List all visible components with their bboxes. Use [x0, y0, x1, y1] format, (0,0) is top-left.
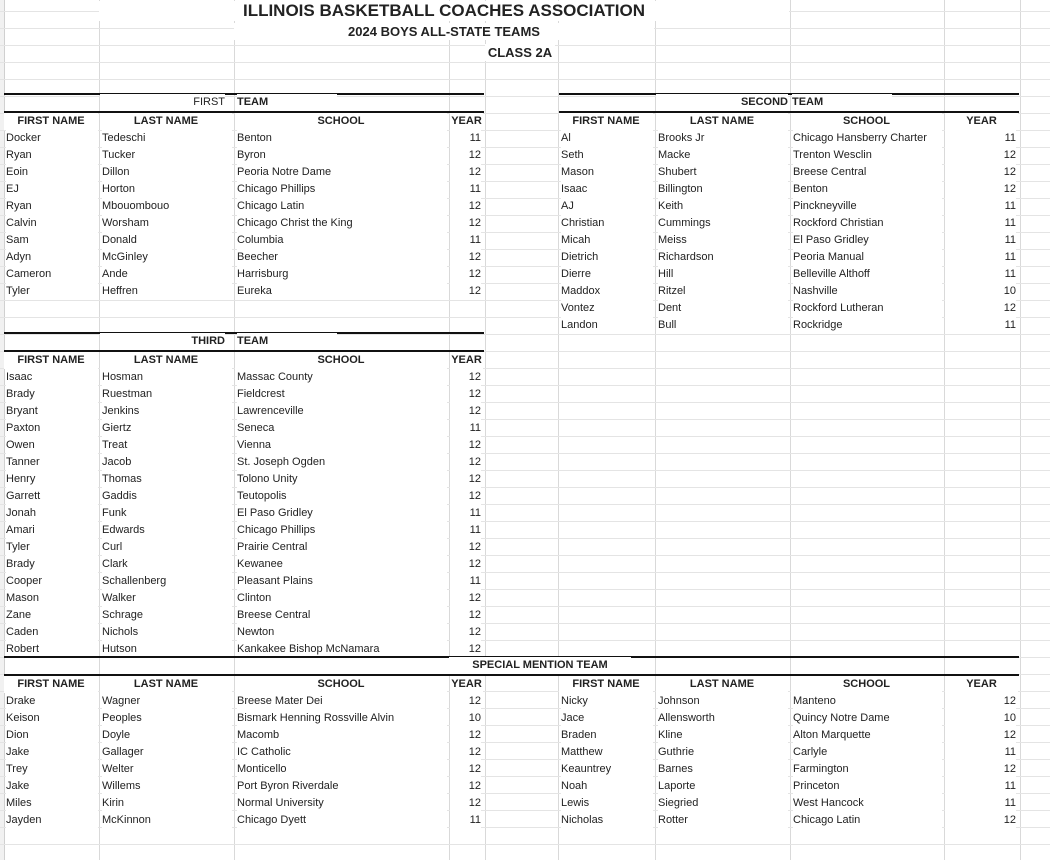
cell-first-name[interactable]: Brady	[6, 386, 98, 403]
cell-year[interactable]: 12	[450, 590, 481, 607]
column-header-last-name: LAST NAME	[100, 676, 232, 693]
cell-first-name[interactable]: Drake	[6, 693, 98, 710]
cell-first-name[interactable]: Garrett	[6, 488, 98, 505]
cell-first-name[interactable]: Lewis	[561, 795, 653, 812]
cell-school[interactable]: Fieldcrest	[237, 386, 447, 403]
cell-year[interactable]: 12	[450, 471, 481, 488]
cell-school[interactable]: Breese Central	[793, 164, 942, 181]
cell-first-name[interactable]: Bryant	[6, 403, 98, 420]
second-team-label-team: TEAM	[792, 94, 892, 111]
cell-school[interactable]: Port Byron Riverdale	[237, 778, 447, 795]
cell-last-name[interactable]: Kline	[658, 727, 788, 744]
cell-year[interactable]: 12	[450, 198, 481, 215]
cell-first-name[interactable]: Jake	[6, 778, 98, 795]
cell-first-name[interactable]: Mason	[6, 590, 98, 607]
cell-year[interactable]: 11	[450, 420, 481, 437]
column-header-year: YEAR	[450, 113, 483, 130]
cell-last-name[interactable]: Hill	[658, 266, 788, 283]
cell-school[interactable]: Normal University	[237, 795, 447, 812]
cell-first-name[interactable]: Calvin	[6, 215, 98, 232]
cell-last-name[interactable]: Billington	[658, 181, 788, 198]
cell-year[interactable]: 11	[945, 249, 1016, 266]
cell-last-name[interactable]: Johnson	[658, 693, 788, 710]
cell-year[interactable]: 12	[450, 454, 481, 471]
cell-last-name[interactable]: Giertz	[102, 420, 232, 437]
cell-last-name[interactable]: Welter	[102, 761, 232, 778]
cell-last-name[interactable]: Heffren	[102, 283, 232, 300]
cell-first-name[interactable]: Trey	[6, 761, 98, 778]
column-header-school: SCHOOL	[791, 676, 942, 693]
cell-last-name[interactable]: Curl	[102, 539, 232, 556]
cell-year[interactable]: 11	[450, 181, 481, 198]
cell-school[interactable]: Rockford Christian	[793, 215, 942, 232]
cell-first-name[interactable]: Isaac	[6, 369, 98, 386]
cell-first-name[interactable]: Vontez	[561, 300, 653, 317]
column-header-year: YEAR	[945, 113, 1018, 130]
cell-first-name[interactable]: Amari	[6, 522, 98, 539]
cell-school[interactable]: Lawrenceville	[237, 403, 447, 420]
cell-year[interactable]: 12	[945, 181, 1016, 198]
cell-school[interactable]: El Paso Gridley	[793, 232, 942, 249]
cell-year[interactable]: 12	[450, 556, 481, 573]
cell-last-name[interactable]: Ruestman	[102, 386, 232, 403]
cell-year[interactable]: 12	[945, 147, 1016, 164]
cell-school[interactable]: Newton	[237, 624, 447, 641]
grid-row-line	[0, 79, 1050, 80]
cell-year[interactable]: 11	[450, 522, 481, 539]
cell-year[interactable]: 12	[450, 266, 481, 283]
cell-year[interactable]: 11	[945, 215, 1016, 232]
grid-row-line	[0, 844, 1050, 845]
cell-year[interactable]: 12	[450, 607, 481, 624]
cell-last-name[interactable]: Dent	[658, 300, 788, 317]
column-header-school: SCHOOL	[235, 676, 447, 693]
cell-first-name[interactable]: Jake	[6, 744, 98, 761]
cell-last-name[interactable]: Donald	[102, 232, 232, 249]
cell-year[interactable]: 12	[450, 283, 481, 300]
column-header-first-name: FIRST NAME	[559, 113, 653, 130]
cell-year[interactable]: 12	[450, 693, 481, 710]
cell-first-name[interactable]: Al	[561, 130, 653, 147]
cell-school[interactable]: Columbia	[237, 232, 447, 249]
cell-school[interactable]: Vienna	[237, 437, 447, 454]
cell-first-name[interactable]: Nicholas	[561, 812, 653, 829]
grid-column-line	[485, 0, 486, 860]
cell-school[interactable]: Tolono Unity	[237, 471, 447, 488]
cell-first-name[interactable]: Landon	[561, 317, 653, 334]
cell-school[interactable]: Breese Central	[237, 607, 447, 624]
cell-last-name[interactable]: Kirin	[102, 795, 232, 812]
cell-first-name[interactable]: Zane	[6, 607, 98, 624]
cell-school[interactable]: Kankakee Bishop McNamara	[237, 641, 447, 658]
cell-last-name[interactable]: Hutson	[102, 641, 232, 658]
cell-year[interactable]: 12	[450, 744, 481, 761]
cell-first-name[interactable]: Paxton	[6, 420, 98, 437]
cell-first-name[interactable]: EJ	[6, 181, 98, 198]
cell-year[interactable]: 10	[945, 283, 1016, 300]
cell-last-name[interactable]: Tedeschi	[102, 130, 232, 147]
cell-first-name[interactable]: Braden	[561, 727, 653, 744]
cell-last-name[interactable]: Walker	[102, 590, 232, 607]
cell-school[interactable]: Rockridge	[793, 317, 942, 334]
second-team-label: SECOND	[656, 94, 788, 111]
third-team-label: THIRD	[100, 333, 225, 350]
cell-last-name[interactable]: Schrage	[102, 607, 232, 624]
cell-year[interactable]: 11	[945, 744, 1016, 761]
cell-first-name[interactable]: Owen	[6, 437, 98, 454]
cell-last-name[interactable]: McGinley	[102, 249, 232, 266]
cell-last-name[interactable]: Hosman	[102, 369, 232, 386]
cell-last-name[interactable]: Barnes	[658, 761, 788, 778]
cell-last-name[interactable]: Peoples	[102, 710, 232, 727]
cell-last-name[interactable]: Gaddis	[102, 488, 232, 505]
cell-year[interactable]: 12	[450, 403, 481, 420]
cell-year[interactable]: 12	[450, 215, 481, 232]
cell-last-name[interactable]: Allensworth	[658, 710, 788, 727]
title-class: CLASS 2A	[485, 44, 555, 61]
special-mention-label: SPECIAL MENTION TEAM	[449, 657, 631, 674]
cell-school[interactable]: Belleville Althoff	[793, 266, 942, 283]
column-header-first-name: FIRST NAME	[4, 676, 98, 693]
cell-last-name[interactable]: Tucker	[102, 147, 232, 164]
cell-last-name[interactable]: Dillon	[102, 164, 232, 181]
cell-first-name[interactable]: Caden	[6, 624, 98, 641]
cell-last-name[interactable]: Ritzel	[658, 283, 788, 300]
cell-last-name[interactable]: Rotter	[658, 812, 788, 829]
cell-school[interactable]: Benton	[237, 130, 447, 147]
cell-year[interactable]: 11	[450, 505, 481, 522]
column-header-year: YEAR	[945, 676, 1018, 693]
cell-year[interactable]: 12	[450, 164, 481, 181]
cell-school[interactable]: Chicago Christ the King	[237, 215, 447, 232]
cell-first-name[interactable]: Keauntrey	[561, 761, 653, 778]
cell-year[interactable]: 12	[450, 539, 481, 556]
cell-school[interactable]: West Hancock	[793, 795, 942, 812]
cell-last-name[interactable]: Siegried	[658, 795, 788, 812]
cell-last-name[interactable]: Edwards	[102, 522, 232, 539]
cell-school[interactable]: Princeton	[793, 778, 942, 795]
cell-last-name[interactable]: Doyle	[102, 727, 232, 744]
cell-school[interactable]: Eureka	[237, 283, 447, 300]
cell-last-name[interactable]: Willems	[102, 778, 232, 795]
cell-year[interactable]: 12	[945, 693, 1016, 710]
cell-year[interactable]: 12	[450, 778, 481, 795]
cell-year[interactable]: 11	[450, 130, 481, 147]
cell-first-name[interactable]: AJ	[561, 198, 653, 215]
title-teams: 2024 BOYS ALL-STATE TEAMS	[234, 23, 654, 40]
cell-first-name[interactable]: Mason	[561, 164, 653, 181]
cell-year[interactable]: 10	[450, 710, 481, 727]
column-header-first-name: FIRST NAME	[559, 676, 653, 693]
cell-school[interactable]: Quincy Notre Dame	[793, 710, 942, 727]
cell-school[interactable]: Macomb	[237, 727, 447, 744]
column-header-school: SCHOOL	[791, 113, 942, 130]
cell-school[interactable]: Chicago Phillips	[237, 522, 447, 539]
cell-last-name[interactable]: Jacob	[102, 454, 232, 471]
cell-last-name[interactable]: Clark	[102, 556, 232, 573]
cell-last-name[interactable]: Thomas	[102, 471, 232, 488]
cell-year[interactable]: 12	[945, 164, 1016, 181]
cell-first-name[interactable]: Jonah	[6, 505, 98, 522]
cell-school[interactable]: Chicago Latin	[237, 198, 447, 215]
grid-row-line	[0, 62, 1050, 63]
column-header-last-name: LAST NAME	[100, 352, 232, 369]
cell-first-name[interactable]: Keison	[6, 710, 98, 727]
cell-first-name[interactable]: Cooper	[6, 573, 98, 590]
column-header-school: SCHOOL	[235, 113, 447, 130]
cell-school[interactable]: Chicago Phillips	[237, 181, 447, 198]
cell-last-name[interactable]: Jenkins	[102, 403, 232, 420]
column-header-last-name: LAST NAME	[656, 676, 788, 693]
cell-school[interactable]: Prairie Central	[237, 539, 447, 556]
cell-last-name[interactable]: Ande	[102, 266, 232, 283]
cell-school[interactable]: Kewanee	[237, 556, 447, 573]
title-association: ILLINOIS BASKETBALL COACHES ASSOCIATION	[99, 1, 789, 21]
cell-first-name[interactable]: Dierre	[561, 266, 653, 283]
cell-year[interactable]: 11	[945, 317, 1016, 334]
cell-year[interactable]: 11	[945, 130, 1016, 147]
first-team-label: FIRST	[100, 94, 225, 111]
cell-year[interactable]: 11	[450, 232, 481, 249]
cell-first-name[interactable]: Tyler	[6, 283, 98, 300]
first-team-label-team: TEAM	[237, 94, 337, 111]
cell-first-name[interactable]: Brady	[6, 556, 98, 573]
cell-first-name[interactable]: Cameron	[6, 266, 98, 283]
cell-school[interactable]: Massac County	[237, 369, 447, 386]
cell-first-name[interactable]: Micah	[561, 232, 653, 249]
section-border	[559, 93, 1019, 95]
cell-last-name[interactable]: Wagner	[102, 693, 232, 710]
cell-first-name[interactable]: Tyler	[6, 539, 98, 556]
cell-school[interactable]: Farmington	[793, 761, 942, 778]
cell-first-name[interactable]: Isaac	[561, 181, 653, 198]
cell-first-name[interactable]: Robert	[6, 641, 98, 658]
cell-year[interactable]: 11	[945, 198, 1016, 215]
cell-school[interactable]: Trenton Wesclin	[793, 147, 942, 164]
cell-last-name[interactable]: Worsham	[102, 215, 232, 232]
cell-year[interactable]: 11	[945, 232, 1016, 249]
column-header-first-name: FIRST NAME	[4, 113, 98, 130]
cell-year[interactable]: 12	[450, 641, 481, 658]
cell-school[interactable]: Seneca	[237, 420, 447, 437]
cell-first-name[interactable]: Jace	[561, 710, 653, 727]
cell-year[interactable]: 12	[450, 488, 481, 505]
cell-year[interactable]: 12	[450, 795, 481, 812]
cell-first-name[interactable]: Eoin	[6, 164, 98, 181]
cell-first-name[interactable]: Sam	[6, 232, 98, 249]
cell-year[interactable]: 12	[945, 812, 1016, 829]
cell-year[interactable]: 12	[450, 147, 481, 164]
column-header-year: YEAR	[450, 676, 483, 693]
cell-last-name[interactable]: Macke	[658, 147, 788, 164]
cell-year[interactable]: 12	[450, 437, 481, 454]
third-team-label-team: TEAM	[237, 333, 337, 350]
cell-last-name[interactable]: Cummings	[658, 215, 788, 232]
cell-school[interactable]: Breese Mater Dei	[237, 693, 447, 710]
cell-year[interactable]: 10	[945, 710, 1016, 727]
column-header-last-name: LAST NAME	[656, 113, 788, 130]
cell-school[interactable]: El Paso Gridley	[237, 505, 447, 522]
cell-first-name[interactable]: Dietrich	[561, 249, 653, 266]
cell-year[interactable]: 12	[450, 386, 481, 403]
cell-last-name[interactable]: Richardson	[658, 249, 788, 266]
cell-school[interactable]: Rockford Lutheran	[793, 300, 942, 317]
cell-school[interactable]: St. Joseph Ogden	[237, 454, 447, 471]
cell-year[interactable]: 12	[450, 624, 481, 641]
cell-school[interactable]: Bismark Henning Rossville Alvin	[237, 710, 447, 727]
cell-year[interactable]: 11	[945, 778, 1016, 795]
cell-last-name[interactable]: Brooks Jr	[658, 130, 788, 147]
cell-school[interactable]: Harrisburg	[237, 266, 447, 283]
cell-first-name[interactable]: Jayden	[6, 812, 98, 829]
cell-school[interactable]: Chicago Latin	[793, 812, 942, 829]
cell-school[interactable]: Beecher	[237, 249, 447, 266]
cell-last-name[interactable]: McKinnon	[102, 812, 232, 829]
cell-year[interactable]: 12	[945, 300, 1016, 317]
cell-school[interactable]: Teutopolis	[237, 488, 447, 505]
cell-first-name[interactable]: Matthew	[561, 744, 653, 761]
cell-last-name[interactable]: Meiss	[658, 232, 788, 249]
column-header-school: SCHOOL	[235, 352, 447, 369]
cell-last-name[interactable]: Guthrie	[658, 744, 788, 761]
cell-school[interactable]: Pinckneyville	[793, 198, 942, 215]
cell-year[interactable]: 11	[945, 795, 1016, 812]
cell-first-name[interactable]: Noah	[561, 778, 653, 795]
cell-school[interactable]: Chicago Dyett	[237, 812, 447, 829]
cell-last-name[interactable]: Funk	[102, 505, 232, 522]
cell-year[interactable]: 12	[450, 369, 481, 386]
cell-school[interactable]: Peoria Notre Dame	[237, 164, 447, 181]
column-header-first-name: FIRST NAME	[4, 352, 98, 369]
cell-last-name[interactable]: Horton	[102, 181, 232, 198]
cell-school[interactable]: Chicago Hansberry Charter	[793, 130, 942, 147]
cell-first-name[interactable]: Adyn	[6, 249, 98, 266]
cell-year[interactable]: 11	[450, 812, 481, 829]
cell-first-name[interactable]: Ryan	[6, 198, 98, 215]
cell-school[interactable]: Pleasant Plains	[237, 573, 447, 590]
cell-school[interactable]: Manteno	[793, 693, 942, 710]
cell-last-name[interactable]: Laporte	[658, 778, 788, 795]
cell-school[interactable]: Benton	[793, 181, 942, 198]
cell-school[interactable]: IC Catholic	[237, 744, 447, 761]
cell-first-name[interactable]: Seth	[561, 147, 653, 164]
cell-last-name[interactable]: Treat	[102, 437, 232, 454]
cell-first-name[interactable]: Nicky	[561, 693, 653, 710]
cell-year[interactable]: 12	[450, 761, 481, 778]
cell-last-name[interactable]: Keith	[658, 198, 788, 215]
cell-first-name[interactable]: Miles	[6, 795, 98, 812]
cell-last-name[interactable]: Schallenberg	[102, 573, 232, 590]
cell-last-name[interactable]: Bull	[658, 317, 788, 334]
cell-first-name[interactable]: Maddox	[561, 283, 653, 300]
cell-first-name[interactable]: Dion	[6, 727, 98, 744]
cell-year[interactable]: 11	[945, 266, 1016, 283]
cell-school[interactable]: Alton Marquette	[793, 727, 942, 744]
cell-last-name[interactable]: Shubert	[658, 164, 788, 181]
column-header-last-name: LAST NAME	[100, 113, 232, 130]
cell-last-name[interactable]: Gallager	[102, 744, 232, 761]
cell-first-name[interactable]: Ryan	[6, 147, 98, 164]
cell-year[interactable]: 11	[450, 573, 481, 590]
cell-first-name[interactable]: Christian	[561, 215, 653, 232]
cell-school[interactable]: Clinton	[237, 590, 447, 607]
cell-school[interactable]: Peoria Manual	[793, 249, 942, 266]
cell-last-name[interactable]: Nichols	[102, 624, 232, 641]
cell-school[interactable]: Monticello	[237, 761, 447, 778]
cell-year[interactable]: 12	[945, 761, 1016, 778]
cell-first-name[interactable]: Docker	[6, 130, 98, 147]
cell-year[interactable]: 12	[450, 727, 481, 744]
grid-column-line	[1020, 0, 1021, 860]
cell-school[interactable]: Carlyle	[793, 744, 942, 761]
cell-year[interactable]: 12	[945, 727, 1016, 744]
cell-first-name[interactable]: Tanner	[6, 454, 98, 471]
cell-year[interactable]: 12	[450, 249, 481, 266]
cell-school[interactable]: Byron	[237, 147, 447, 164]
cell-school[interactable]: Nashville	[793, 283, 942, 300]
cell-last-name[interactable]: Mbouombouo	[102, 198, 232, 215]
cell-first-name[interactable]: Henry	[6, 471, 98, 488]
column-header-year: YEAR	[450, 352, 483, 369]
